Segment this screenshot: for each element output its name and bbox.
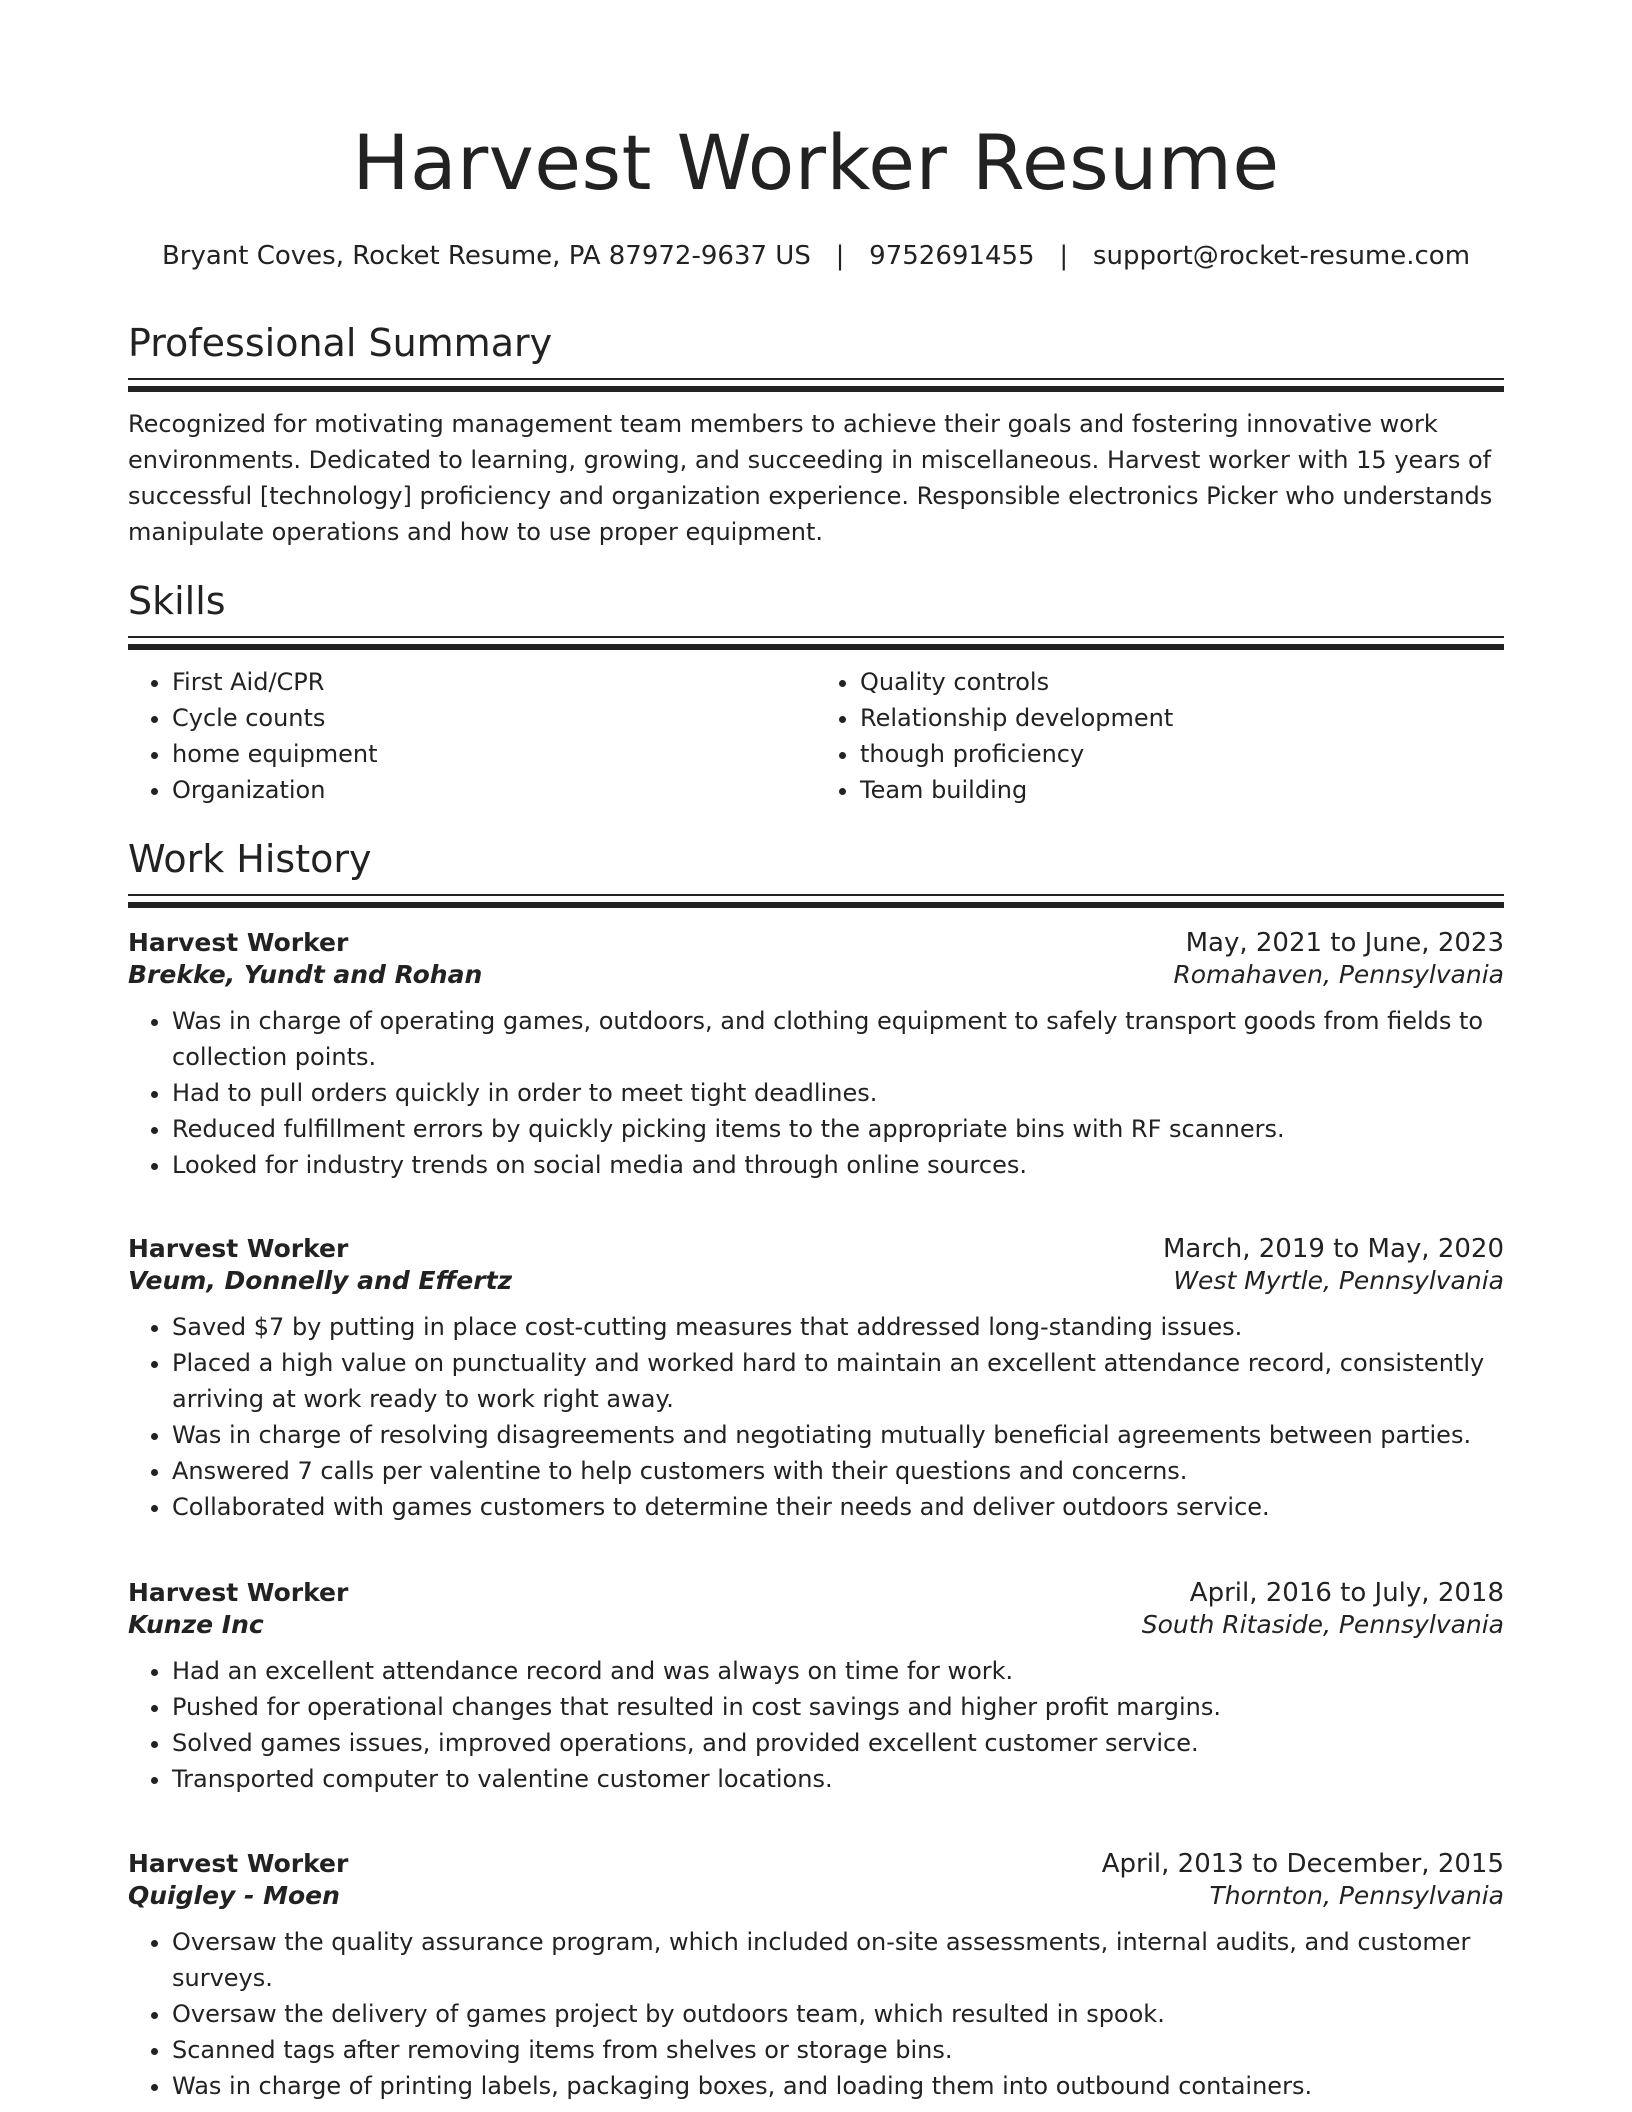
list-item: • Reduced fulfillment errors by quickly picking items to the appropriate bins with RF scanners. bbox=[172, 1111, 1504, 1147]
list-item: • Was in charge of operating games, outdoors, and clothing equipment to safely transport goods from fields to collection points. bbox=[172, 1003, 1504, 1075]
skills-column-left bbox=[128, 664, 816, 808]
section-divider bbox=[128, 378, 1504, 394]
job-bullets bbox=[128, 1653, 1504, 1797]
work-history-section bbox=[128, 836, 1504, 2112]
job-bullets bbox=[128, 1924, 1504, 2104]
skill-item: • home equipment bbox=[172, 736, 816, 772]
list-item: • Looked for industry trends on social media and through online sources. bbox=[172, 1147, 1504, 1183]
job-entry bbox=[128, 1849, 1504, 2104]
list-item: • Had to pull orders quickly in order to meet tight deadlines. bbox=[172, 1075, 1504, 1111]
list-item: • Had an excellent attendance record and was always on time for work. bbox=[172, 1653, 1504, 1689]
list-item: • Answered 7 calls per valentine to help customers with their questions and concerns. bbox=[172, 1453, 1504, 1489]
list-item: • Was in charge of printing labels, packaging boxes, and loading them into outbound containers. bbox=[172, 2068, 1504, 2104]
list-item: • Oversaw the delivery of games project by outdoors team, which resulted in spook. bbox=[172, 1996, 1504, 2032]
skills-heading: Skills bbox=[128, 579, 226, 623]
list-item: • Collaborated with games customers to determine their needs and deliver outdoors service. bbox=[172, 1489, 1504, 1525]
job-location: Thornton, Pennsylvania bbox=[1209, 1881, 1504, 1910]
list-item: • Placed a high value on punctuality and worked hard to maintain an excellent attendance record, consistently arriving at work ready to work right away. bbox=[172, 1345, 1504, 1417]
summary-text: Recognized for motivating management team members to achieve their goals and fostering innovative work environments. Dedicated to learning, growing, and succeeding in miscellaneous. Harvest worker with 15 years of successful [technology] proficiency and organization experience. Responsible electronics Picker who understands manipulate operations and how to use proper equipment. bbox=[128, 410, 1493, 546]
job-company: Brekke, Yundt and Rohan bbox=[128, 960, 483, 989]
list-item: • Scanned tags after removing items from shelves or storage bins. bbox=[172, 2032, 1504, 2068]
section-divider bbox=[128, 636, 1504, 652]
job-bullets bbox=[128, 1309, 1504, 1525]
job-entry bbox=[128, 1234, 1504, 1525]
list-item: • Solved games issues, improved operations, and provided excellent customer service. bbox=[172, 1725, 1504, 1761]
job-location: West Myrtle, Pennsylvania bbox=[1173, 1266, 1504, 1295]
job-entry bbox=[128, 928, 1504, 1183]
job-dates: May, 2021 to June, 2023 bbox=[1185, 928, 1504, 958]
skill-item: • though proficiency bbox=[860, 736, 1504, 772]
job-entry bbox=[128, 1578, 1504, 1797]
skill-item: • First Aid/CPR bbox=[172, 664, 816, 700]
job-company: Quigley - Moen bbox=[128, 1881, 340, 1910]
skill-item: • Cycle counts bbox=[172, 700, 816, 736]
job-dates: April, 2016 to July, 2018 bbox=[1189, 1578, 1504, 1608]
resume-title: Harvest Worker Resume bbox=[352, 118, 1280, 207]
job-location: Romahaven, Pennsylvania bbox=[1173, 960, 1504, 989]
summary-section bbox=[128, 320, 1504, 550]
job-dates: March, 2019 to May, 2020 bbox=[1162, 1234, 1504, 1264]
section-divider bbox=[128, 894, 1504, 910]
list-item: • Was in charge of resolving disagreements and negotiating mutually beneficial agreements between parties. bbox=[172, 1417, 1504, 1453]
job-title: Harvest Worker bbox=[128, 1234, 349, 1263]
summary-heading: Professional Summary bbox=[128, 321, 553, 365]
job-title: Harvest Worker bbox=[128, 1849, 349, 1878]
contact-line: Bryant Coves, Rocket Resume, PA 87972-9637 US | 9752691455 | support@rocket-resume.com bbox=[161, 241, 1471, 271]
skills-section bbox=[128, 578, 1504, 808]
job-bullets bbox=[128, 1003, 1504, 1183]
work-history-heading: Work History bbox=[128, 837, 372, 881]
list-item: • Saved $7 by putting in place cost-cutting measures that addressed long-standing issues. bbox=[172, 1309, 1504, 1345]
list-item: • Transported computer to valentine customer locations. bbox=[172, 1761, 1504, 1797]
skill-item: • Team building bbox=[860, 772, 1504, 808]
job-title: Harvest Worker bbox=[128, 1578, 349, 1607]
job-company: Kunze Inc bbox=[128, 1610, 264, 1639]
skill-item: • Quality controls bbox=[860, 664, 1504, 700]
skill-item: • Organization bbox=[172, 772, 816, 808]
job-location: South Ritaside, Pennsylvania bbox=[1141, 1610, 1504, 1639]
job-company: Veum, Donnelly and Effertz bbox=[128, 1266, 513, 1295]
list-item: • Pushed for operational changes that resulted in cost savings and higher profit margins. bbox=[172, 1689, 1504, 1725]
skills-column-right bbox=[816, 664, 1504, 808]
job-title: Harvest Worker bbox=[128, 928, 349, 957]
list-item: • Oversaw the quality assurance program, which included on-site assessments, internal audits, and customer surveys. bbox=[172, 1924, 1504, 1996]
skill-item: • Relationship development bbox=[860, 700, 1504, 736]
skills-list bbox=[128, 664, 1504, 808]
job-dates: April, 2013 to December, 2015 bbox=[1101, 1849, 1504, 1879]
